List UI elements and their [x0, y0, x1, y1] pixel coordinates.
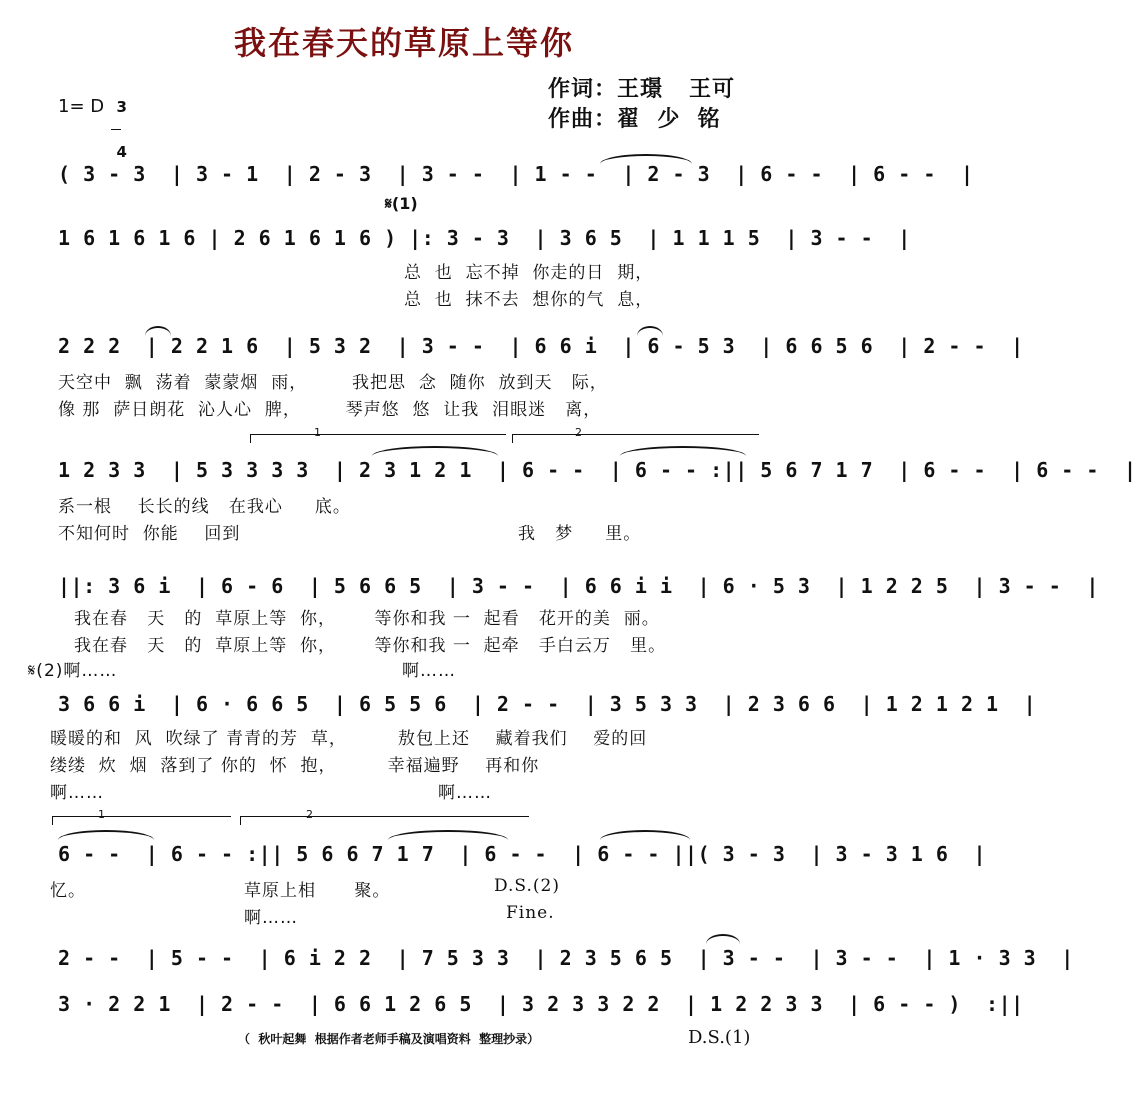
composer-credit: 作曲：翟 少 铭 — [548, 107, 721, 132]
tie-mark — [388, 830, 508, 840]
lyric-line: 总 也 忘不掉 你走的日 期， — [404, 263, 654, 283]
key-signature: 1= D — [58, 96, 105, 117]
ds1-marker: D.S.(1) — [688, 1027, 751, 1048]
lyric-line: 草原上相 聚。 — [244, 881, 391, 901]
lyric-line: 忆。 — [50, 881, 86, 901]
tie-mark — [600, 154, 692, 164]
volta-bracket-2 — [240, 816, 529, 825]
tie-mark — [58, 830, 154, 840]
lyric-line: 暖暖的和 风 吹绿了 青青的芳 草， 敖包上还 藏着我们 爱的回 — [50, 729, 648, 749]
ds2-marker: D.S.(2) — [494, 876, 560, 896]
lyric-line: 像 那 萨日朗花 沁人心 脾， 琴声悠 悠 让我 泪眼迷 离， — [58, 400, 602, 420]
lyric-line: 天空中 飘 荡着 蒙蒙烟 雨， 我把思 念 随你 放到天 际， — [58, 373, 608, 393]
lyric-line: 啊…… — [50, 783, 104, 803]
notation-row-9: 3 · 2 2 1 | 2 - - | 6 6 1 2 6 5 | 3 2 3 3 2 2 | 1 2 2 3 3 | 6 - - ) :|| — [58, 992, 1024, 1016]
lyric-line: 我在春 天 的 草原上等 你， 等你和我 一 起牵 手白云万 里。 — [74, 636, 667, 656]
volta-bracket-1 — [250, 434, 506, 443]
lyric-line: 啊…… — [402, 661, 456, 681]
lyric-line: 啊…… — [244, 908, 298, 928]
notation-row-6: 3 6 6 i | 6 · 6 6 5 | 6 5 5 6 | 2 - - | 3 5 3 3 | 2 3 6 6 | 1 2 1 2 1 | — [58, 692, 1037, 716]
song-title: 我在春天的草原上等你 — [233, 24, 574, 62]
time-sig-bottom: 4 — [116, 143, 127, 161]
tie-mark — [372, 446, 498, 456]
time-signature — [106, 86, 127, 159]
segno-marker-1: 𝄋(1) — [385, 194, 418, 213]
tie-mark — [706, 934, 740, 944]
fine-marker: Fine. — [506, 903, 555, 923]
notation-row-8: 2 - - | 5 - - | 6 i 2 2 | 7 5 3 3 | 2 3 5 6 5 | 3 - - | 3 - - | 1 · 3 3 | — [58, 946, 1074, 970]
tie-mark — [637, 326, 663, 336]
tie-mark — [620, 446, 746, 456]
time-sig-top: 3 — [116, 98, 127, 116]
lyric-line: 啊…… — [438, 783, 492, 803]
volta-number: 1 — [98, 808, 105, 821]
notation-row-4: 1 2 3 3 | 5 3 3 3 3 | 2 3 1 2 1 | 6 - - | 6 - - :|| 5 6 7 1 7 | 6 - - | 6 - - | — [58, 458, 1137, 482]
lyric-line: 我在春 天 的 草原上等 你， 等你和我 一 起看 花开的美 丽。 — [74, 609, 660, 629]
volta-bracket-2 — [512, 434, 759, 443]
volta-number: 2 — [306, 808, 313, 821]
tie-mark — [600, 830, 690, 840]
notation-row-7: 6 - - | 6 - - :|| 5 6 6 7 1 7 | 6 - - | 6 - - ||( 3 - 3 | 3 - 3 1 6 | — [58, 842, 987, 866]
volta-number: 2 — [575, 426, 582, 439]
segno-marker-2: 𝄋(2)啊…… — [28, 661, 118, 681]
lyric-line: 不知何时 你能 回到 — [58, 524, 241, 544]
lyric-line: 缕缕 炊 烟 落到了 你的 怀 抱， 幸福遍野 再和你 — [50, 756, 540, 776]
tie-mark — [145, 326, 171, 336]
volta-bracket-1 — [52, 816, 231, 825]
volta-number: 1 — [314, 426, 321, 439]
transcription-note: （ 秋叶起舞 根据作者老师手稿及演唱资料 整理抄录） — [238, 1032, 540, 1046]
notation-row-3: 2 2 2 | 2 2 1 6 | 5 3 2 | 3 - - | 6 6 i | 6 - 5 3 | 6 6 5 6 | 2 - - | — [58, 334, 1024, 358]
notation-row-1: ( 3 - 3 | 3 - 1 | 2 - 3 | 3 - - | 1 - - | 2 - 3 | 6 - - | 6 - - | — [58, 162, 974, 186]
lyric-line: 我 梦 里。 — [518, 524, 642, 544]
lyricist-credit: 作词：王璟 王可 — [548, 77, 735, 102]
notation-row-5: ||: 3 6 i | 6 - 6 | 5 6 6 5 | 3 - - | 6 6 i i | 6 · 5 3 | 1 2 2 5 | 3 - - | — [58, 574, 1099, 598]
lyric-line: 总 也 抹不去 想你的气 息， — [404, 290, 654, 310]
lyric-line: 系一根 长长的线 在我心 底。 — [58, 497, 351, 517]
notation-row-2: 1 6 1 6 1 6 | 2 6 1 6 1 6 ) |: 3 - 3 | 3 6 5 | 1 1 1 5 | 3 - - | — [58, 226, 911, 250]
